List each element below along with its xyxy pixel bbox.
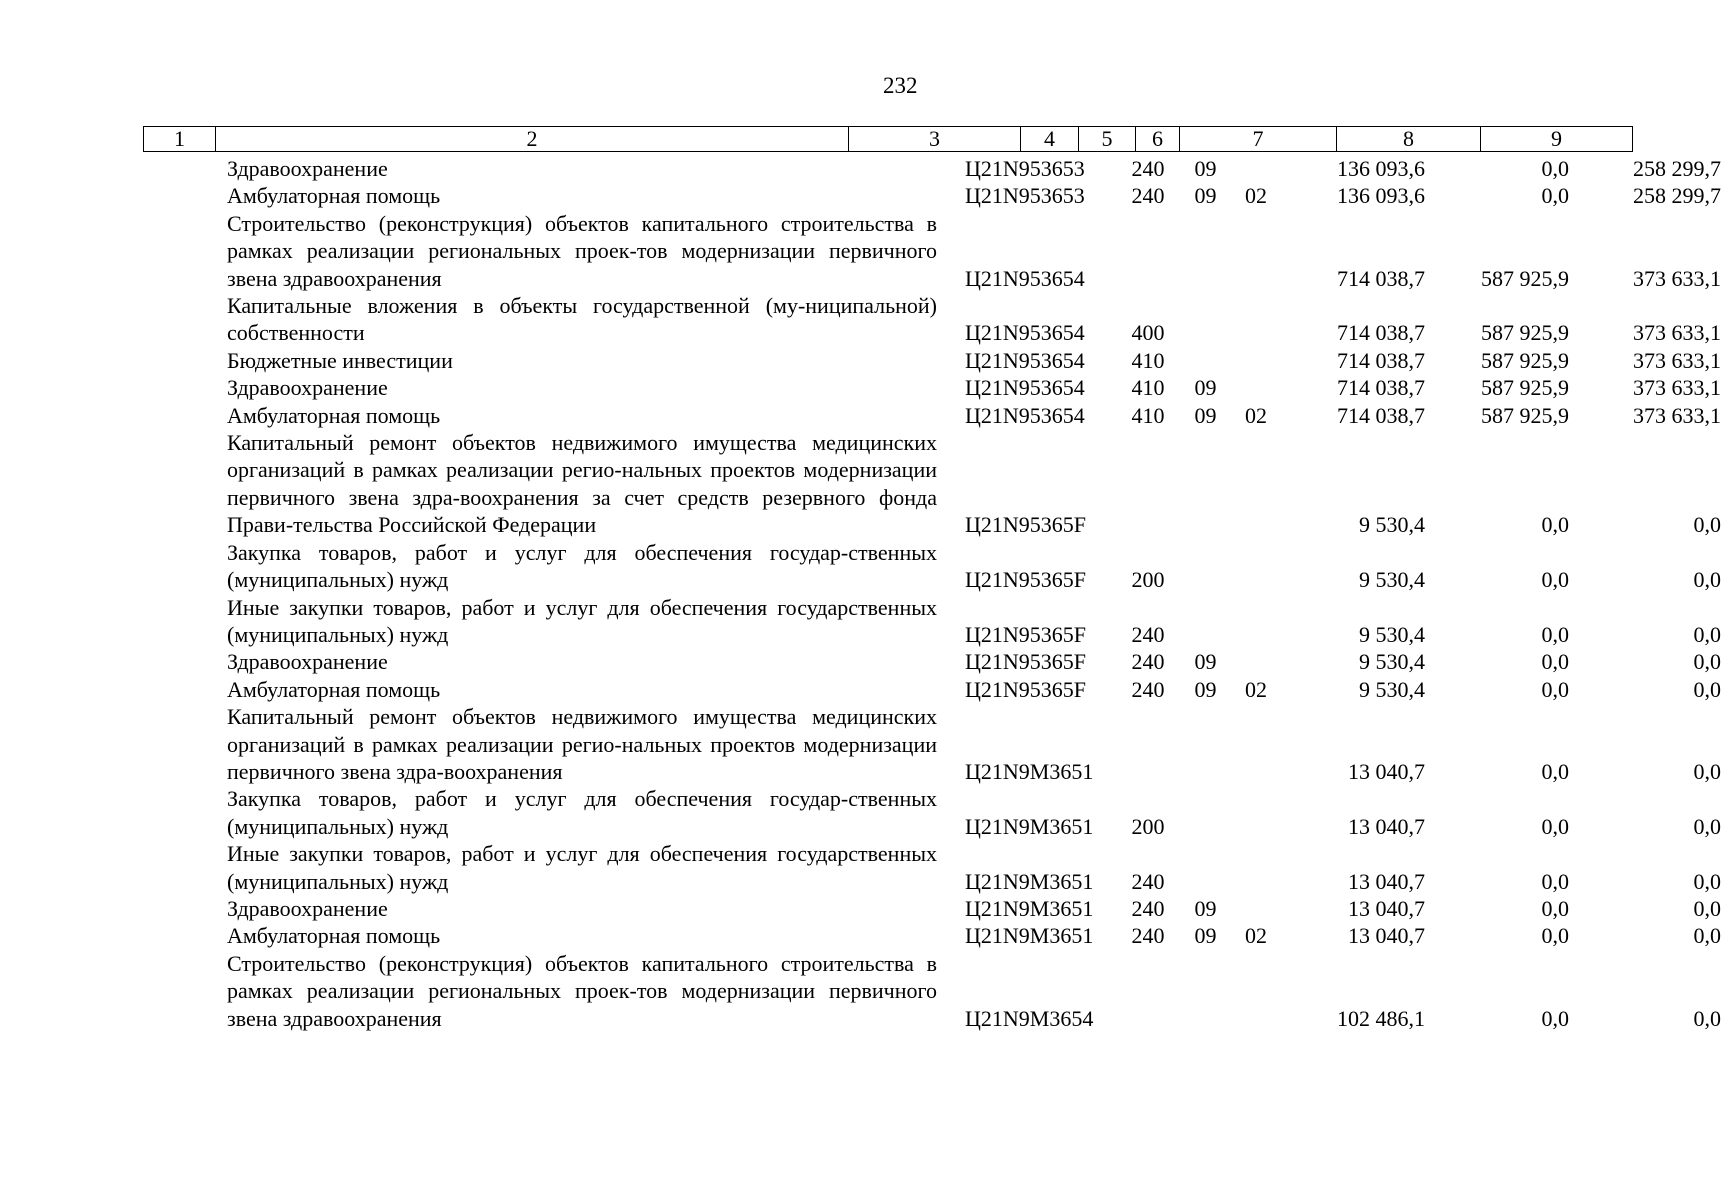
table-row <box>143 840 1731 895</box>
row-code: Ц21N9M3651 <box>965 923 1094 949</box>
row-col4 <box>1119 703 1177 785</box>
row-value-9: 373 633,1 <box>1633 402 1721 428</box>
row-value-7: 714 038,7 <box>1337 265 1425 291</box>
row-code: Ц21N9M3651 <box>965 813 1094 839</box>
row-col4: 400 <box>1131 320 1165 346</box>
row-col4 <box>1119 429 1177 539</box>
row-col6 <box>1234 895 1278 922</box>
row-col4: 240 <box>1131 895 1165 921</box>
row-value-7: 714 038,7 <box>1337 402 1425 428</box>
row-col6 <box>1234 210 1278 292</box>
row-value-8: 0,0 <box>1541 183 1569 209</box>
column-header-7: 7 <box>1180 127 1337 152</box>
column-header-6: 6 <box>1136 127 1180 152</box>
row-value-9: 0,0 <box>1693 676 1721 702</box>
row-code: Ц21N95365F <box>965 649 1087 675</box>
row-col6 <box>1234 840 1278 895</box>
row-value-9: 0,0 <box>1693 1005 1721 1031</box>
row-value-7: 13 040,7 <box>1348 923 1425 949</box>
row-value-7: 13 040,7 <box>1348 813 1425 839</box>
table-row <box>143 703 1731 785</box>
row-value-7: 9 530,4 <box>1359 512 1425 538</box>
row-name: Амбулаторная помощь <box>227 676 441 702</box>
row-col5 <box>1177 785 1234 840</box>
row-value-9: 0,0 <box>1693 621 1721 647</box>
row-value-7: 136 093,6 <box>1337 156 1425 181</box>
row-value-8: 0,0 <box>1541 512 1569 538</box>
row-value-9: 0,0 <box>1693 567 1721 593</box>
column-header-5: 5 <box>1079 127 1136 152</box>
table-row <box>143 950 1731 1032</box>
row-col5: 09 <box>1194 895 1217 921</box>
row-value-7: 9 530,4 <box>1359 649 1425 675</box>
row-name: Амбулаторная помощь <box>227 402 441 428</box>
row-code: Ц21N953653 <box>965 156 1085 181</box>
row-value-8: 0,0 <box>1541 621 1569 647</box>
row-name: Амбулаторная помощь <box>227 183 441 209</box>
row-value-8: 587 925,9 <box>1481 320 1569 346</box>
row-code: Ц21N953654 <box>965 265 1085 291</box>
row-col4: 240 <box>1131 183 1165 209</box>
table-row <box>143 539 1731 594</box>
row-col5 <box>1177 950 1234 1032</box>
table-row <box>143 155 1731 182</box>
row-col5: 09 <box>1194 649 1217 675</box>
row-col5: 09 <box>1194 375 1217 401</box>
row-name: Амбулаторная помощь <box>227 923 441 949</box>
row-code: Ц21N95365F <box>965 567 1087 593</box>
column-header-9: 9 <box>1481 127 1633 152</box>
row-name: Здравоохранение <box>227 375 388 401</box>
row-col5: 09 <box>1194 183 1217 209</box>
column-header-8: 8 <box>1337 127 1481 152</box>
row-value-9: 0,0 <box>1693 813 1721 839</box>
row-col4: 240 <box>1131 868 1165 894</box>
row-col4: 410 <box>1131 347 1165 373</box>
table-row <box>143 347 1731 374</box>
row-col6 <box>1234 539 1278 594</box>
table-row <box>143 648 1731 675</box>
row-code: Ц21N953654 <box>965 375 1085 401</box>
table-row <box>143 922 1731 949</box>
row-value-7: 13 040,7 <box>1348 868 1425 894</box>
row-value-9: 373 633,1 <box>1633 320 1721 346</box>
row-name: Закупка товаров, работ и услуг для обеспечения государ-ственных (муниципальных) нужд <box>227 539 937 593</box>
row-value-9: 0,0 <box>1693 868 1721 894</box>
row-col6 <box>1234 594 1278 649</box>
row-name: Иные закупки товаров, работ и услуг для обеспечения государственных (муниципальных) нужд <box>227 594 937 647</box>
row-code: Ц21N95365F <box>965 621 1087 647</box>
row-value-9: 0,0 <box>1693 758 1721 784</box>
row-col4: 240 <box>1131 649 1165 675</box>
row-name: Здравоохранение <box>227 649 388 675</box>
row-col5 <box>1177 594 1234 649</box>
row-col4: 240 <box>1131 676 1165 702</box>
row-value-8: 0,0 <box>1541 923 1569 949</box>
row-value-9: 373 633,1 <box>1633 375 1721 401</box>
row-name: Капитальный ремонт объектов недвижимого имущества медицинских организаций в рамках реализации регио-нальных проектов модернизации первичного звена здра-воохранения <box>227 704 937 784</box>
row-value-8: 0,0 <box>1541 676 1569 702</box>
row-code: Ц21N9M3651 <box>965 758 1094 784</box>
row-col6: 02 <box>1245 183 1267 209</box>
row-name: Капитальные вложения в объекты государственной (му-ниципальной) собственности <box>227 293 937 346</box>
row-name: Иные закупки товаров, работ и услуг для обеспечения государственных (муниципальных) нужд <box>227 841 937 894</box>
row-col5: 09 <box>1194 676 1217 702</box>
row-value-9: 0,0 <box>1693 512 1721 538</box>
column-header-2: 2 <box>216 127 849 152</box>
row-col4: 410 <box>1131 375 1165 401</box>
row-value-8: 0,0 <box>1541 1005 1569 1031</box>
row-code: Ц21N95365F <box>965 512 1087 538</box>
row-col5 <box>1177 703 1234 785</box>
column-header-row <box>144 127 1633 152</box>
row-value-7: 9 530,4 <box>1359 676 1425 702</box>
table-row <box>143 594 1731 649</box>
row-value-7: 13 040,7 <box>1348 895 1425 921</box>
row-value-8: 587 925,9 <box>1481 265 1569 291</box>
row-col6: 02 <box>1245 676 1267 702</box>
row-name: Здравоохранение <box>227 156 388 181</box>
table-row <box>143 182 1731 209</box>
row-value-8: 0,0 <box>1541 758 1569 784</box>
budget-table <box>143 155 1731 1032</box>
row-col6 <box>1234 347 1278 374</box>
row-value-7: 13 040,7 <box>1348 758 1425 784</box>
row-col6 <box>1234 950 1278 1032</box>
row-col6: 02 <box>1245 923 1267 949</box>
row-value-8: 587 925,9 <box>1481 347 1569 373</box>
row-code: Ц21N953654 <box>965 347 1085 373</box>
table-row <box>143 895 1731 922</box>
row-value-7: 714 038,7 <box>1337 347 1425 373</box>
row-name: Капитальный ремонт объектов недвижимого имущества медицинских организаций в рамках реализации регио-нальных проектов модернизации первичного звена здра-воохранения за счет средств резервного фонда Прави-тельства Российской Федерации <box>227 430 937 538</box>
row-value-8: 0,0 <box>1541 156 1569 181</box>
row-col4: 200 <box>1131 813 1165 839</box>
row-col5 <box>1177 429 1234 539</box>
row-code: Ц21N953653 <box>965 183 1085 209</box>
row-code: Ц21N9M3654 <box>965 1005 1094 1031</box>
row-value-9: 0,0 <box>1693 649 1721 675</box>
row-col6 <box>1234 429 1278 539</box>
row-col6 <box>1234 374 1278 401</box>
row-value-7: 9 530,4 <box>1359 567 1425 593</box>
row-value-8: 0,0 <box>1541 868 1569 894</box>
row-col5 <box>1177 210 1234 292</box>
row-value-8: 0,0 <box>1541 567 1569 593</box>
column-header-1: 1 <box>144 127 216 152</box>
row-col6: 02 <box>1245 402 1267 428</box>
row-value-9: 258 299,7 <box>1633 156 1721 181</box>
row-name: Здравоохранение <box>227 895 388 921</box>
row-name: Бюджетные инвестиции <box>227 347 453 373</box>
row-code: Ц21N953654 <box>965 402 1085 428</box>
row-col5: 09 <box>1194 156 1217 181</box>
row-col4: 240 <box>1131 156 1165 181</box>
row-col6 <box>1234 648 1278 675</box>
row-value-8: 587 925,9 <box>1481 402 1569 428</box>
row-name: Закупка товаров, работ и услуг для обеспечения государ-ственных (муниципальных) нужд <box>227 786 937 839</box>
row-value-8: 0,0 <box>1541 813 1569 839</box>
row-col4: 240 <box>1131 923 1165 949</box>
row-code: Ц21N9M3651 <box>965 868 1094 894</box>
table-row <box>143 785 1731 840</box>
table-row <box>143 210 1731 292</box>
row-value-9: 0,0 <box>1693 923 1721 949</box>
row-value-7: 9 530,4 <box>1359 621 1425 647</box>
row-col5 <box>1177 840 1234 895</box>
table-row <box>143 292 1731 347</box>
row-col5: 09 <box>1194 402 1217 428</box>
row-col6 <box>1234 155 1278 182</box>
row-col5: 09 <box>1194 923 1217 949</box>
row-col6 <box>1234 703 1278 785</box>
column-header-4: 4 <box>1021 127 1079 152</box>
row-value-9: 373 633,1 <box>1633 265 1721 291</box>
row-name: Строительство (реконструкция) объектов капитального строительства в рамках реализации региональных проек-тов модернизации первичного звена здравоохранения <box>227 950 937 1031</box>
row-value-8: 587 925,9 <box>1481 375 1569 401</box>
row-code: Ц21N95365F <box>965 676 1087 702</box>
row-value-9: 0,0 <box>1693 895 1721 921</box>
page-number: 232 <box>883 73 918 98</box>
row-col5 <box>1177 347 1234 374</box>
row-name: Строительство (реконструкция) объектов капитального строительства в рамках реализации региональных проек-тов модернизации первичного звена здравоохранения <box>227 210 937 291</box>
row-value-8: 0,0 <box>1541 895 1569 921</box>
row-value-7: 714 038,7 <box>1337 320 1425 346</box>
row-col4: 410 <box>1131 402 1165 428</box>
row-col4: 240 <box>1131 621 1165 647</box>
row-value-9: 258 299,7 <box>1633 183 1721 209</box>
row-col6 <box>1234 292 1278 347</box>
table-row <box>143 402 1731 429</box>
table-row <box>143 676 1731 703</box>
row-value-7: 714 038,7 <box>1337 375 1425 401</box>
row-value-7: 136 093,6 <box>1337 183 1425 209</box>
row-code: Ц21N9M3651 <box>965 895 1094 921</box>
row-value-9: 373 633,1 <box>1633 347 1721 373</box>
row-col4 <box>1119 210 1177 292</box>
column-header-3: 3 <box>849 127 1021 152</box>
column-header-table <box>143 126 1633 152</box>
row-col6 <box>1234 785 1278 840</box>
row-value-7: 102 486,1 <box>1337 1005 1425 1031</box>
table-row <box>143 374 1731 401</box>
table-row <box>143 429 1731 539</box>
row-col4 <box>1119 950 1177 1032</box>
row-code: Ц21N953654 <box>965 320 1085 346</box>
row-col5 <box>1177 292 1234 347</box>
row-col5 <box>1177 539 1234 594</box>
row-col4: 200 <box>1131 567 1165 593</box>
row-value-8: 0,0 <box>1541 649 1569 675</box>
